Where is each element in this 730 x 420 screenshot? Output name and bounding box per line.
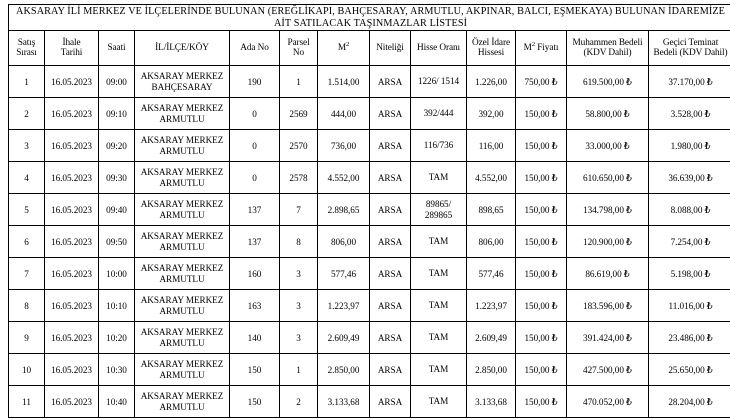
cell-muhammen-bedeli: 427.500,00 ₺	[567, 354, 649, 386]
column-header-ihale-tarihi: İhale Tarihi	[45, 31, 99, 66]
table-header-row	[9, 31, 730, 66]
cell-parsel-no: 3	[280, 258, 318, 290]
cell-parsel-no: 1	[280, 66, 318, 98]
cell-ada-no: 150	[230, 386, 280, 418]
cell-hisse-orani: TAM	[411, 162, 467, 194]
cell-satis-sirasi: 10	[9, 354, 45, 386]
cell-saati: 09:50	[99, 226, 135, 258]
cell-ozel-idare-hissesi: 4.552,00	[467, 162, 516, 194]
column-header-ada-no: Ada No	[230, 31, 280, 66]
cell-saati: 09:20	[99, 130, 135, 162]
cell-niteligi: ARSA	[370, 258, 411, 290]
cell-il-ilce-koy: AKSARAY MERKEZ ARMUTLU	[135, 354, 230, 386]
cell-saati: 09:10	[99, 98, 135, 130]
cell-hisse-orani: TAM	[411, 354, 467, 386]
cell-saati: 09:30	[99, 162, 135, 194]
table-row	[9, 194, 730, 226]
cell-ada-no: 190	[230, 66, 280, 98]
column-header-saati: Saati	[99, 31, 135, 66]
cell-ada-no: 163	[230, 290, 280, 322]
cell-gecici-teminat-bedeli: 37.170,00 ₺	[649, 66, 730, 98]
cell-muhammen-bedeli: 610.650,00 ₺	[567, 162, 649, 194]
column-header-m2-fiyati: $M^2$ Fiyatı	[516, 31, 567, 66]
cell-gecici-teminat-bedeli: 25.650,00 ₺	[649, 354, 730, 386]
cell-parsel-no: 7	[280, 194, 318, 226]
cell-metrekare: 2.609,49	[318, 322, 370, 354]
cell-parsel-no: 2578	[280, 162, 318, 194]
cell-m2-fiyati: 150,00 ₺	[516, 322, 567, 354]
cell-saati: 10:10	[99, 290, 135, 322]
cell-satis-sirasi: 7	[9, 258, 45, 290]
column-header-il-ilce-koy: İL/İLÇE/KÖY	[135, 31, 230, 66]
cell-m2-fiyati: 150,00 ₺	[516, 226, 567, 258]
cell-hisse-orani: TAM	[411, 290, 467, 322]
table-row	[9, 98, 730, 130]
cell-il-ilce-koy: AKSARAY MERKEZ BAHÇESARAY	[135, 66, 230, 98]
cell-metrekare: 4.552,00	[318, 162, 370, 194]
table-row	[9, 130, 730, 162]
cell-ozel-idare-hissesi: 898,65	[467, 194, 516, 226]
cell-ihale-tarihi: 16.05.2023	[45, 386, 99, 418]
cell-muhammen-bedeli: 619.500,00 ₺	[567, 66, 649, 98]
cell-saati: 10:30	[99, 354, 135, 386]
cell-hisse-orani: 116/736	[411, 130, 467, 162]
table-row	[9, 258, 730, 290]
cell-il-ilce-koy: AKSARAY MERKEZ ARMUTLU	[135, 322, 230, 354]
cell-ihale-tarihi: 16.05.2023	[45, 258, 99, 290]
cell-gecici-teminat-bedeli: 5.198,00 ₺	[649, 258, 730, 290]
cell-niteligi: ARSA	[370, 66, 411, 98]
cell-il-ilce-koy: AKSARAY MERKEZ ARMUTLU	[135, 386, 230, 418]
cell-ihale-tarihi: 16.05.2023	[45, 226, 99, 258]
immovables-listing-table	[8, 4, 730, 418]
cell-niteligi: ARSA	[370, 322, 411, 354]
column-header-niteligi: Niteliği	[370, 31, 411, 66]
column-header-parsel-no: Parsel No	[280, 31, 318, 66]
cell-ihale-tarihi: 16.05.2023	[45, 130, 99, 162]
cell-m2-fiyati: 150,00 ₺	[516, 162, 567, 194]
cell-ada-no: 0	[230, 98, 280, 130]
cell-il-ilce-koy: AKSARAY MERKEZ ARMUTLU	[135, 98, 230, 130]
cell-parsel-no: 1	[280, 354, 318, 386]
cell-gecici-teminat-bedeli: 23.486,00 ₺	[649, 322, 730, 354]
table-body	[9, 66, 730, 418]
cell-muhammen-bedeli: 134.798,00 ₺	[567, 194, 649, 226]
cell-gecici-teminat-bedeli: 11.016,00 ₺	[649, 290, 730, 322]
cell-ozel-idare-hissesi: 806,00	[467, 226, 516, 258]
cell-muhammen-bedeli: 183.596,00 ₺	[567, 290, 649, 322]
cell-metrekare: 736,00	[318, 130, 370, 162]
cell-muhammen-bedeli: 391.424,00 ₺	[567, 322, 649, 354]
cell-hisse-orani: TAM	[411, 322, 467, 354]
column-header-gecici-teminat-bedeli: Geçici Teminat Bedeli (KDV Dahil)	[649, 31, 730, 66]
cell-satis-sirasi: 2	[9, 98, 45, 130]
cell-ozel-idare-hissesi: 1.223,97	[467, 290, 516, 322]
cell-muhammen-bedeli: 470.052,00 ₺	[567, 386, 649, 418]
cell-parsel-no: 2569	[280, 98, 318, 130]
table-row	[9, 290, 730, 322]
column-header-ozel-idare-hissesi: Özel İdare Hissesi	[467, 31, 516, 66]
table-row	[9, 162, 730, 194]
cell-m2-fiyati: 750,00 ₺	[516, 66, 567, 98]
cell-gecici-teminat-bedeli: 36.639,00 ₺	[649, 162, 730, 194]
cell-ozel-idare-hissesi: 1.226,00	[467, 66, 516, 98]
cell-ada-no: 137	[230, 194, 280, 226]
cell-gecici-teminat-bedeli: 3.528,00 ₺	[649, 98, 730, 130]
cell-ihale-tarihi: 16.05.2023	[45, 162, 99, 194]
cell-niteligi: ARSA	[370, 98, 411, 130]
document-title	[9, 5, 730, 31]
cell-niteligi: ARSA	[370, 130, 411, 162]
cell-niteligi: ARSA	[370, 194, 411, 226]
cell-niteligi: ARSA	[370, 290, 411, 322]
cell-muhammen-bedeli: 58.800,00 ₺	[567, 98, 649, 130]
cell-hisse-orani: TAM	[411, 226, 467, 258]
cell-saati: 09:00	[99, 66, 135, 98]
cell-satis-sirasi: 1	[9, 66, 45, 98]
cell-hisse-orani: TAM	[411, 258, 467, 290]
cell-metrekare: 1.223,97	[318, 290, 370, 322]
cell-hisse-orani: 1226/ 1514	[411, 66, 467, 98]
cell-gecici-teminat-bedeli: 7.254,00 ₺	[649, 226, 730, 258]
cell-ihale-tarihi: 16.05.2023	[45, 66, 99, 98]
table-row	[9, 226, 730, 258]
cell-gecici-teminat-bedeli: 1.980,00 ₺	[649, 130, 730, 162]
column-header-hisse-orani: Hisse Oranı	[411, 31, 467, 66]
cell-muhammen-bedeli: 33.000,00 ₺	[567, 130, 649, 162]
cell-m2-fiyati: 150,00 ₺	[516, 98, 567, 130]
document-title-line-2: AİT SATILACAK TAŞINMAZLAR LİSTESİ	[273, 17, 468, 29]
cell-ozel-idare-hissesi: 116,00	[467, 130, 516, 162]
cell-ihale-tarihi: 16.05.2023	[45, 354, 99, 386]
cell-satis-sirasi: 11	[9, 386, 45, 418]
cell-metrekare: 2.898,65	[318, 194, 370, 226]
cell-saati: 09:40	[99, 194, 135, 226]
cell-il-ilce-koy: AKSARAY MERKEZ ARMUTLU	[135, 226, 230, 258]
cell-niteligi: ARSA	[370, 226, 411, 258]
cell-satis-sirasi: 6	[9, 226, 45, 258]
cell-ihale-tarihi: 16.05.2023	[45, 194, 99, 226]
cell-gecici-teminat-bedeli: 28.204,00 ₺	[649, 386, 730, 418]
cell-m2-fiyati: 150,00 ₺	[516, 290, 567, 322]
cell-muhammen-bedeli: 86.619,00 ₺	[567, 258, 649, 290]
cell-hisse-orani: 392/444	[411, 98, 467, 130]
cell-ada-no: 140	[230, 322, 280, 354]
cell-ada-no: 137	[230, 226, 280, 258]
table-row	[9, 322, 730, 354]
cell-il-ilce-koy: AKSARAY MERKEZ ARMUTLU	[135, 290, 230, 322]
cell-gecici-teminat-bedeli: 8.088,00 ₺	[649, 194, 730, 226]
cell-m2-fiyati: 150,00 ₺	[516, 354, 567, 386]
cell-ozel-idare-hissesi: 392,00	[467, 98, 516, 130]
cell-ada-no: 160	[230, 258, 280, 290]
cell-m2-fiyati: 150,00 ₺	[516, 258, 567, 290]
cell-parsel-no: 3	[280, 322, 318, 354]
cell-m2-fiyati: 150,00 ₺	[516, 194, 567, 226]
cell-ozel-idare-hissesi: 577,46	[467, 258, 516, 290]
cell-niteligi: ARSA	[370, 354, 411, 386]
cell-ihale-tarihi: 16.05.2023	[45, 322, 99, 354]
column-header-muhammen-bedeli: Muhammen Bedeli (KDV Dahil)	[567, 31, 649, 66]
cell-m2-fiyati: 150,00 ₺	[516, 130, 567, 162]
cell-metrekare: 577,46	[318, 258, 370, 290]
cell-parsel-no: 8	[280, 226, 318, 258]
cell-il-ilce-koy: AKSARAY MERKEZ ARMUTLU	[135, 194, 230, 226]
cell-metrekare: 3.133,68	[318, 386, 370, 418]
cell-ada-no: 150	[230, 354, 280, 386]
cell-saati: 10:20	[99, 322, 135, 354]
column-header-satis-sirasi: Satış Sırası	[9, 31, 45, 66]
cell-ihale-tarihi: 16.05.2023	[45, 290, 99, 322]
cell-parsel-no: 2570	[280, 130, 318, 162]
cell-satis-sirasi: 9	[9, 322, 45, 354]
table-row	[9, 386, 730, 418]
cell-niteligi: ARSA	[370, 386, 411, 418]
cell-metrekare: 444,00	[318, 98, 370, 130]
cell-ozel-idare-hissesi: 2.850,00	[467, 354, 516, 386]
document-title-row	[9, 5, 730, 31]
cell-saati: 10:00	[99, 258, 135, 290]
cell-satis-sirasi: 3	[9, 130, 45, 162]
cell-metrekare: 1.514,00	[318, 66, 370, 98]
cell-hisse-orani: TAM	[411, 386, 467, 418]
cell-ada-no: 0	[230, 130, 280, 162]
cell-il-ilce-koy: AKSARAY MERKEZ ARMUTLU	[135, 130, 230, 162]
document-title-line-1: AKSARAY İLİ MERKEZ VE İLÇELERİNDE BULUNAN (EREĞLİKAPI, BAHÇESARAY, ARMUTLU, AKPINAR, BALCI, EŞMEKAYA) BULUNAN İDAREMİZE	[16, 6, 726, 17]
cell-niteligi: ARSA	[370, 162, 411, 194]
cell-satis-sirasi: 5	[9, 194, 45, 226]
cell-satis-sirasi: 8	[9, 290, 45, 322]
column-header-metrekare: $M^2$	[318, 31, 370, 66]
table-row	[9, 354, 730, 386]
cell-parsel-no: 3	[280, 290, 318, 322]
cell-m2-fiyati: 150,00 ₺	[516, 386, 567, 418]
cell-parsel-no: 2	[280, 386, 318, 418]
cell-il-ilce-koy: AKSARAY MERKEZ ARMUTLU	[135, 258, 230, 290]
cell-ozel-idare-hissesi: 3.133,68	[467, 386, 516, 418]
cell-ozel-idare-hissesi: 2.609,49	[467, 322, 516, 354]
cell-muhammen-bedeli: 120.900,00 ₺	[567, 226, 649, 258]
table-row	[9, 66, 730, 98]
cell-il-ilce-koy: AKSARAY MERKEZ ARMUTLU	[135, 162, 230, 194]
cell-metrekare: 806,00	[318, 226, 370, 258]
cell-saati: 10:40	[99, 386, 135, 418]
cell-hisse-orani: 89865/ 289865	[411, 194, 467, 226]
cell-ihale-tarihi: 16.05.2023	[45, 98, 99, 130]
cell-satis-sirasi: 4	[9, 162, 45, 194]
cell-ada-no: 0	[230, 162, 280, 194]
cell-metrekare: 2.850,00	[318, 354, 370, 386]
